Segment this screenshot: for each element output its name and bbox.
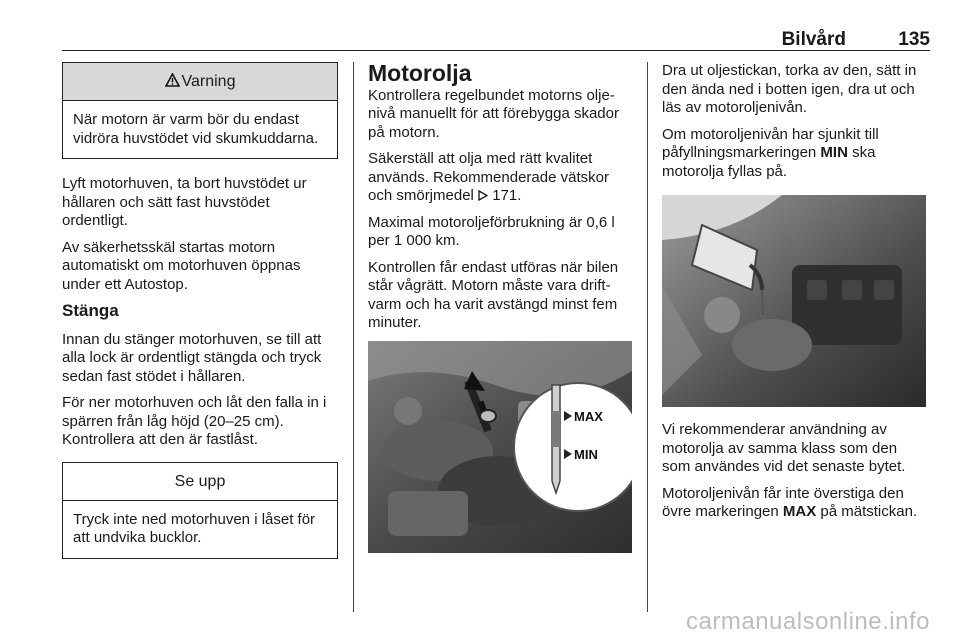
page-number: 135	[898, 29, 930, 50]
paragraph-text: ska motorolja fyllas på.	[662, 144, 876, 180]
warning-header	[63, 63, 337, 101]
warning-text: När motorn är varm bör du endast vidröra huvstödet vid skumkuddarna.	[73, 111, 319, 147]
paragraph: Lyft motorhuven, ta bort huvstödet ur hållaren och sätt fast huvstödet ordentligt.	[62, 175, 307, 229]
caution-text: Tryck inte ned motorhuven i låset för att undvika bucklor.	[73, 510, 316, 546]
oil-refill-image	[662, 195, 926, 407]
page-reference[interactable]: 171.	[492, 187, 522, 204]
paragraph: Kontrollera regelbundet motorns oljenivå manuellt för att förebygga skador på motorn.	[368, 86, 619, 141]
paragraph: Innan du stänger motorhuven, se till att alla lock är ordentligt stängda och tryck sedan fast stödet i hållaren.	[62, 330, 322, 385]
paragraph: Av säkerhetsskäl startas motorn automatiskt om motorhuven öppnas under ett Autostop.	[62, 238, 301, 293]
caution-box	[62, 462, 338, 559]
column-right	[662, 62, 926, 530]
paragraph-text: Motoroljenivån får inte överstiga den övre markeringen	[662, 484, 904, 520]
column-left	[62, 62, 338, 573]
paragraph: För ner motorhuven och låt den falla in i spärren från låg höjd (20–25 cm). Kontrollera att den är fastlåst.	[62, 394, 327, 448]
min-label: MIN	[574, 446, 598, 462]
warning-title: Varning	[181, 73, 236, 90]
paragraph-text: Om motoroljenivån har sjunkit till påfyllningsmarkeringen	[662, 125, 879, 161]
paragraph	[368, 150, 634, 206]
dipstick-image	[368, 341, 632, 553]
max-marker-text: MAX	[782, 503, 817, 520]
column-divider	[353, 62, 354, 612]
warning-triangle-icon	[165, 63, 180, 100]
page-title: Motorolja	[368, 60, 472, 86]
paragraph	[662, 126, 926, 182]
paragraph: Vi rekommenderar användning av motorolja av samma klass som den som användes vid det senaste bytet.	[662, 421, 906, 475]
watermark: carmanualsonline.info	[686, 608, 930, 635]
min-marker-text: MIN	[820, 144, 848, 161]
page-header	[62, 26, 930, 51]
column-middle	[368, 62, 634, 567]
paragraph-text: Säkerställ att olja med rätt kvalitet används. Rekommenderade vätskor och smörjmedel	[368, 150, 609, 204]
paragraph: Maximal motoroljeförbrukning är 0,6 l per 1 000 km.	[368, 213, 615, 249]
section-title: Bilvård	[781, 29, 846, 50]
warning-box	[62, 62, 338, 159]
paragraph-text: på mätstickan.	[816, 503, 918, 520]
paragraph: Dra ut oljestickan, torka av den, sätt in den ända ned i botten igen, dra ut och läs av motoroljenivån.	[662, 62, 917, 116]
paragraph: Kontrollen får endast utföras när bilen står vågrätt. Motorn måste vara driftvarm och ha varit avstängd minst fem minuter.	[368, 258, 619, 331]
column-divider	[647, 62, 648, 612]
page-reference-icon[interactable]	[478, 187, 492, 204]
section-heading: Stänga	[62, 301, 119, 320]
max-label: MAX	[574, 408, 603, 424]
paragraph	[662, 485, 926, 522]
caution-header: Se upp	[63, 463, 337, 501]
